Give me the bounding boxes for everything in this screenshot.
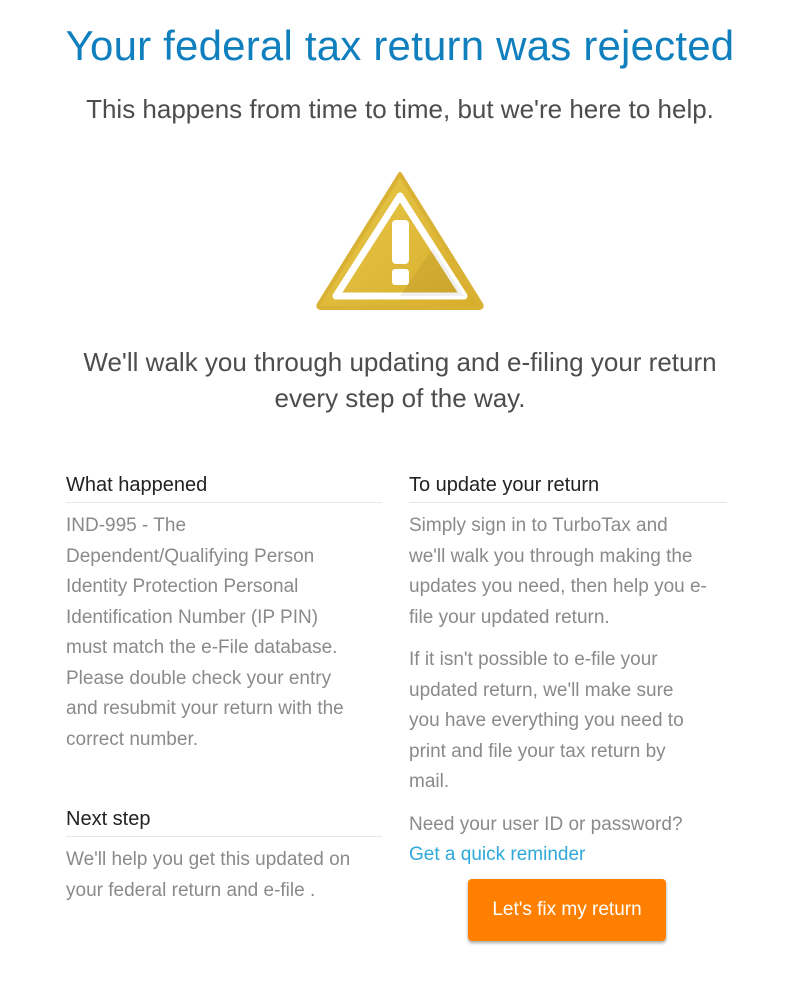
warning-triangle-icon [313,168,487,310]
what-happened-line: IND-995 - The [66,515,187,536]
next-step-heading: Next step [66,806,382,837]
what-happened-heading: What happened [66,472,382,503]
update-return-section [409,472,727,870]
update-return-paragraph-2 [409,645,727,798]
walk-through-line-2: every step of the way. [274,383,526,413]
next-step-text [66,845,382,906]
update-return-line: If it isn't possible to e-file your [409,649,658,670]
reminder-question: Need your user ID or password? [409,813,683,835]
update-return-heading: To update your return [409,472,727,503]
update-return-line: we'll walk you through making the [409,545,693,567]
update-return-line: Simply sign in to TurboTax and [409,515,668,536]
next-step-section [66,806,382,906]
update-return-line: you have everything you need to [409,710,684,731]
update-return-line: updates you need, then help you e- [409,576,707,597]
what-happened-line: Dependent/Qualifying Person [66,545,315,567]
what-happened-line: Identification Number (IP PIN) [66,606,319,628]
what-happened-line: correct number. [66,728,198,750]
what-happened-text [66,511,382,755]
what-happened-line: must match the e-File database. [66,637,338,658]
next-step-line: We'll help you get this updated on [66,849,351,870]
page-title: Your federal tax return was rejected [65,22,735,69]
fix-return-button[interactable]: Let's fix my return [468,879,666,941]
update-return-paragraph-1 [409,511,727,633]
update-return-line: updated return, we'll make sure [409,679,674,701]
quick-reminder-link[interactable]: Get a quick reminder [409,843,586,865]
next-step-line: your federal return and e-file . [66,879,316,901]
page-subtitle: This happens from time to time, but we're here to help. [86,94,714,124]
what-happened-line: Identity Protection Personal [66,576,299,597]
walk-through-message [0,344,800,416]
update-return-line: file your updated return. [409,606,610,628]
what-happened-line: Please double check your entry [66,667,332,689]
walk-through-line-1: We'll walk you through updating and e-filing your return [83,347,717,377]
what-happened-section [66,472,382,755]
update-return-line: mail. [409,771,450,792]
what-happened-line: and resubmit your return with the [66,698,344,719]
update-return-line: print and file your tax return by [409,740,666,762]
